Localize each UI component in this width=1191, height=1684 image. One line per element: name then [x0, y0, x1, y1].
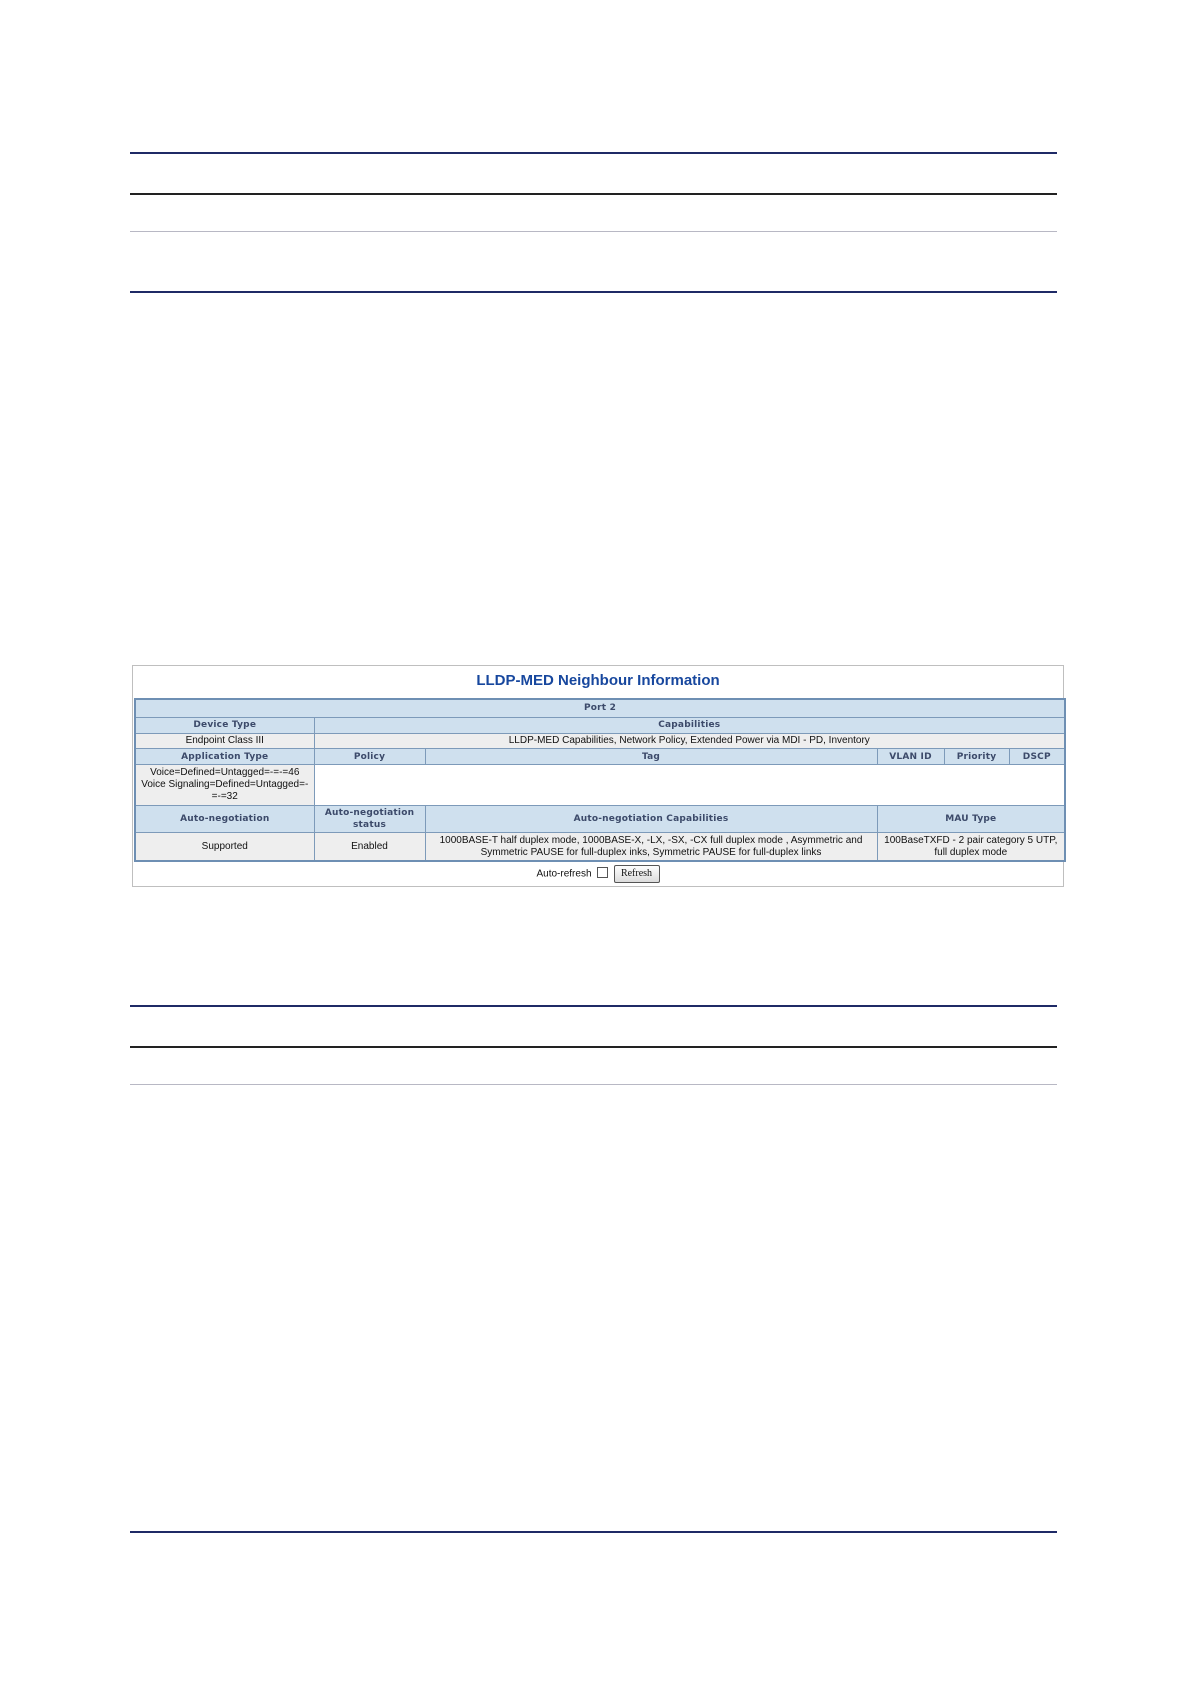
bottom-divider — [130, 1531, 1057, 1533]
auto-refresh-checkbox[interactable] — [597, 867, 608, 878]
table-row — [135, 765, 1065, 806]
capabilities-value: LLDP-MED Capabilities, Network Policy, Extended Power via MDI - PD, Inventory — [314, 733, 1065, 748]
table-row — [135, 749, 1065, 765]
divider — [130, 1046, 1057, 1048]
refresh-controls — [133, 865, 1063, 883]
page-title: LLDP-MED Neighbour Information — [476, 672, 720, 689]
policy-empty-cell — [314, 765, 1065, 806]
auto-negotiation-capabilities-header: Auto-negotiation Capabilities — [425, 805, 877, 832]
device-type-value: Endpoint Class III — [135, 733, 314, 748]
application-type-header: Application Type — [135, 749, 314, 765]
divider — [130, 231, 1057, 232]
table-row — [135, 699, 1065, 717]
auto-negotiation-header: Auto-negotiation — [135, 805, 314, 832]
table-row — [135, 733, 1065, 748]
auto-negotiation-value: Supported — [135, 833, 314, 861]
divider — [130, 193, 1057, 195]
divider — [130, 1005, 1057, 1007]
table-row — [135, 805, 1065, 832]
priority-header: Priority — [944, 749, 1009, 765]
auto-negotiation-status-header: Auto-negotiation status — [314, 805, 425, 832]
application-type-value: Voice=Defined=Untagged=-=-=46 Voice Signaling=Defined=Untagged=-=-=32 — [135, 765, 314, 806]
mau-type-header: MAU Type — [877, 805, 1065, 832]
policy-header: Policy — [314, 749, 425, 765]
neighbour-info-table — [134, 698, 1066, 862]
table-row — [135, 717, 1065, 733]
auto-refresh-label: Auto-refresh — [536, 868, 592, 880]
divider — [130, 1084, 1057, 1085]
top-divider — [130, 152, 1057, 154]
auto-negotiation-capabilities-value: 1000BASE-T half duplex mode, 1000BASE-X, -LX, -SX, -CX full duplex mode , Asymmetric and Symmetric PAUSE for full-duplex inks, Symmetric PAUSE for full-duplex links — [425, 833, 877, 861]
port-header: Port 2 — [135, 699, 1065, 717]
divider — [130, 291, 1057, 293]
auto-negotiation-status-value: Enabled — [314, 833, 425, 861]
tag-header: Tag — [425, 749, 877, 765]
table-row — [135, 833, 1065, 861]
capabilities-header: Capabilities — [314, 717, 1065, 733]
device-type-header: Device Type — [135, 717, 314, 733]
refresh-button[interactable]: Refresh — [614, 865, 660, 883]
dscp-header: DSCP — [1009, 749, 1065, 765]
mau-type-value: 100BaseTXFD - 2 pair category 5 UTP, full duplex mode — [877, 833, 1065, 861]
lldp-med-panel — [132, 665, 1064, 887]
vlan-id-header: VLAN ID — [877, 749, 944, 765]
